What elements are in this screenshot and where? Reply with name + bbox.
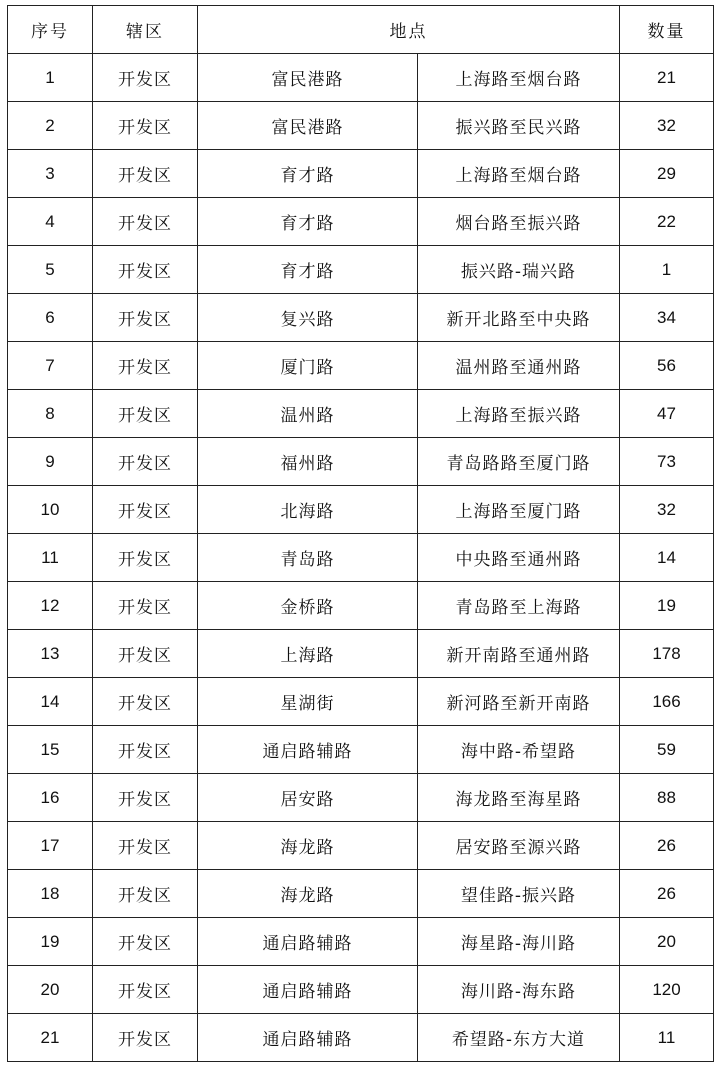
cell-road: 通启路辅路 [198, 726, 418, 774]
table-row [8, 102, 714, 150]
cell-count: 59 [620, 726, 714, 774]
cell-road: 通启路辅路 [198, 1014, 418, 1062]
cell-section: 上海路至厦门路 [418, 486, 620, 534]
cell-road: 通启路辅路 [198, 918, 418, 966]
cell-seq: 10 [8, 486, 93, 534]
table-row [8, 966, 714, 1014]
cell-count: 21 [620, 54, 714, 102]
cell-road: 星湖街 [198, 678, 418, 726]
table-row [8, 630, 714, 678]
cell-section: 上海路至烟台路 [418, 54, 620, 102]
cell-district: 开发区 [93, 534, 198, 582]
cell-count: 1 [620, 246, 714, 294]
cell-count: 120 [620, 966, 714, 1014]
cell-seq: 13 [8, 630, 93, 678]
cell-seq: 18 [8, 870, 93, 918]
cell-seq: 19 [8, 918, 93, 966]
road-data-table [7, 5, 714, 1062]
table-row [8, 342, 714, 390]
cell-seq: 11 [8, 534, 93, 582]
cell-seq: 8 [8, 390, 93, 438]
table-row [8, 918, 714, 966]
table-row [8, 582, 714, 630]
cell-road: 居安路 [198, 774, 418, 822]
table-body [8, 54, 714, 1062]
cell-seq: 6 [8, 294, 93, 342]
cell-seq: 14 [8, 678, 93, 726]
cell-road: 通启路辅路 [198, 966, 418, 1014]
cell-district: 开发区 [93, 150, 198, 198]
cell-count: 29 [620, 150, 714, 198]
cell-count: 32 [620, 102, 714, 150]
cell-section: 居安路至源兴路 [418, 822, 620, 870]
cell-count: 47 [620, 390, 714, 438]
cell-district: 开发区 [93, 774, 198, 822]
cell-district: 开发区 [93, 678, 198, 726]
cell-district: 开发区 [93, 246, 198, 294]
cell-section: 海星路-海川路 [418, 918, 620, 966]
cell-count: 56 [620, 342, 714, 390]
cell-section: 上海路至振兴路 [418, 390, 620, 438]
table-row [8, 246, 714, 294]
cell-district: 开发区 [93, 1014, 198, 1062]
cell-road: 金桥路 [198, 582, 418, 630]
table-row [8, 150, 714, 198]
cell-road: 青岛路 [198, 534, 418, 582]
table-row [8, 54, 714, 102]
header-row [8, 6, 714, 54]
cell-road: 复兴路 [198, 294, 418, 342]
cell-section: 海中路-希望路 [418, 726, 620, 774]
cell-section: 振兴路-瑞兴路 [418, 246, 620, 294]
cell-seq: 20 [8, 966, 93, 1014]
table-row [8, 726, 714, 774]
table-row [8, 774, 714, 822]
cell-section: 希望路-东方大道 [418, 1014, 620, 1062]
table-row [8, 822, 714, 870]
cell-district: 开发区 [93, 870, 198, 918]
cell-seq: 9 [8, 438, 93, 486]
cell-district: 开发区 [93, 390, 198, 438]
cell-section: 烟台路至振兴路 [418, 198, 620, 246]
cell-seq: 5 [8, 246, 93, 294]
cell-section: 青岛路路至厦门路 [418, 438, 620, 486]
cell-seq: 4 [8, 198, 93, 246]
cell-road: 富民港路 [198, 54, 418, 102]
header-seq: 序号 [8, 6, 93, 54]
cell-seq: 21 [8, 1014, 93, 1062]
cell-count: 22 [620, 198, 714, 246]
cell-count: 166 [620, 678, 714, 726]
cell-count: 34 [620, 294, 714, 342]
cell-road: 富民港路 [198, 102, 418, 150]
table-row [8, 870, 714, 918]
cell-district: 开发区 [93, 918, 198, 966]
cell-road: 育才路 [198, 246, 418, 294]
cell-count: 26 [620, 870, 714, 918]
cell-seq: 17 [8, 822, 93, 870]
cell-seq: 2 [8, 102, 93, 150]
cell-road: 福州路 [198, 438, 418, 486]
cell-seq: 12 [8, 582, 93, 630]
cell-count: 73 [620, 438, 714, 486]
cell-section: 上海路至烟台路 [418, 150, 620, 198]
table-row [8, 678, 714, 726]
cell-section: 中央路至通州路 [418, 534, 620, 582]
cell-count: 19 [620, 582, 714, 630]
cell-district: 开发区 [93, 582, 198, 630]
cell-section: 温州路至通州路 [418, 342, 620, 390]
cell-count: 88 [620, 774, 714, 822]
cell-seq: 16 [8, 774, 93, 822]
table-row [8, 534, 714, 582]
cell-section: 望佳路-振兴路 [418, 870, 620, 918]
cell-count: 32 [620, 486, 714, 534]
cell-road: 温州路 [198, 390, 418, 438]
table-row [8, 390, 714, 438]
cell-seq: 1 [8, 54, 93, 102]
cell-count: 11 [620, 1014, 714, 1062]
cell-road: 育才路 [198, 150, 418, 198]
cell-district: 开发区 [93, 438, 198, 486]
cell-count: 178 [620, 630, 714, 678]
cell-section: 海川路-海东路 [418, 966, 620, 1014]
table-row [8, 294, 714, 342]
cell-road: 北海路 [198, 486, 418, 534]
cell-section: 振兴路至民兴路 [418, 102, 620, 150]
cell-section: 青岛路至上海路 [418, 582, 620, 630]
cell-count: 26 [620, 822, 714, 870]
cell-seq: 7 [8, 342, 93, 390]
cell-district: 开发区 [93, 54, 198, 102]
cell-road: 厦门路 [198, 342, 418, 390]
cell-section: 新河路至新开南路 [418, 678, 620, 726]
cell-district: 开发区 [93, 198, 198, 246]
cell-district: 开发区 [93, 726, 198, 774]
header-location: 地点 [198, 6, 620, 54]
cell-count: 20 [620, 918, 714, 966]
cell-district: 开发区 [93, 966, 198, 1014]
table-row [8, 198, 714, 246]
cell-road: 海龙路 [198, 822, 418, 870]
cell-count: 14 [620, 534, 714, 582]
cell-district: 开发区 [93, 486, 198, 534]
cell-seq: 3 [8, 150, 93, 198]
header-count: 数量 [620, 6, 714, 54]
cell-section: 新开南路至通州路 [418, 630, 620, 678]
cell-road: 育才路 [198, 198, 418, 246]
header-district: 辖区 [93, 6, 198, 54]
cell-section: 新开北路至中央路 [418, 294, 620, 342]
cell-seq: 15 [8, 726, 93, 774]
cell-district: 开发区 [93, 630, 198, 678]
cell-district: 开发区 [93, 102, 198, 150]
cell-road: 海龙路 [198, 870, 418, 918]
cell-district: 开发区 [93, 294, 198, 342]
cell-district: 开发区 [93, 822, 198, 870]
cell-road: 上海路 [198, 630, 418, 678]
cell-section: 海龙路至海星路 [418, 774, 620, 822]
cell-district: 开发区 [93, 342, 198, 390]
table-row [8, 486, 714, 534]
table-row [8, 438, 714, 486]
table-row [8, 1014, 714, 1062]
